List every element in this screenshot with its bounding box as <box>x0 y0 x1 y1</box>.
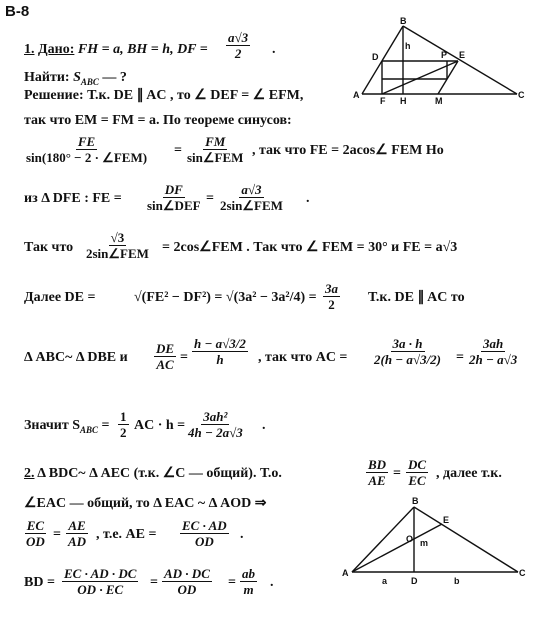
fig1-label-p: P <box>441 50 448 60</box>
sin-f1-den: sin(180° − 2 · ∠FEM) <box>26 150 148 165</box>
next-prefix: Далее DE = <box>24 290 96 305</box>
from-prefix: из Δ DFE : FE = <box>24 191 122 206</box>
p2-line1-end: , далее т.к. <box>436 466 502 481</box>
next-rest: Т.к. DE ∥ AC то <box>368 290 465 305</box>
means-end: . <box>262 418 266 433</box>
p2-l3-fraction-2 <box>66 518 88 549</box>
sim-f1-num: DE <box>156 341 175 356</box>
p2-l3-f1-num: EC <box>26 518 45 533</box>
figure-1-triangle <box>352 16 532 106</box>
sim-fraction-2 <box>192 336 248 367</box>
p2-l4-f1-num: EC · AD · DC <box>64 566 137 581</box>
p2-f1-num: BD <box>368 457 387 472</box>
p2-l4-eq2: = <box>228 575 236 590</box>
p2-l3-f2-num: AE <box>68 518 86 533</box>
section-header: B-8 <box>5 3 30 20</box>
p2-l4-f2-den: OD <box>177 582 197 597</box>
p2-f2-num: DC <box>408 457 427 472</box>
p2-l3-f3-num: EC · AD <box>182 518 227 533</box>
means-mid: AC · h = <box>134 418 186 433</box>
solution-line: Решение: Т.к. DE ∥ AC , то ∠ DEF = ∠ EFM, <box>24 88 304 103</box>
sim-f4-num: 3ah <box>483 336 504 351</box>
means-eq: = <box>101 418 110 433</box>
sim-fraction-1 <box>154 341 176 372</box>
so-line: так что EM = FM = a. По теореме синусов: <box>24 113 292 128</box>
fig1-label-f: F <box>380 96 386 106</box>
sim-eq2: = <box>456 350 464 365</box>
means-sub: ABC <box>80 424 99 435</box>
p2-f2-den: EC <box>408 473 426 488</box>
p2-l3-f3-den: OD <box>194 534 214 549</box>
p2-f1-eq: = <box>393 466 401 481</box>
problem-1-number: 1. <box>24 42 35 57</box>
sin-f2-den: sin∠FEM <box>187 150 244 165</box>
fig1-label-h: h <box>405 41 411 51</box>
sim-f3-den: 2(h − a√3/2) <box>374 352 442 367</box>
sothat-rest: = 2cos∠FEM . Так что ∠ FEM = 30° и FE = a√3 <box>162 240 458 255</box>
from-f2-num: a√3 <box>241 182 262 197</box>
fig2-label-o: O <box>406 534 414 544</box>
from-f1-den: sin∠DEF <box>147 198 201 213</box>
problem-1-given <box>24 42 208 58</box>
from-eq: = <box>206 191 214 206</box>
fig2-side-ab <box>352 507 414 572</box>
problem-2-number: 2. <box>24 466 35 481</box>
sim-f2-den: h <box>216 352 224 367</box>
means-line <box>24 418 110 438</box>
p2-fraction-2 <box>406 457 428 488</box>
means-prefix: Значит S <box>24 418 81 433</box>
p2-l3-f2-den: AD <box>68 534 87 549</box>
fig2-label-a: A <box>342 568 349 578</box>
from-f1-num: DF <box>164 182 183 197</box>
fig2-label-e: E <box>443 515 450 525</box>
p2-l4-fraction-2 <box>162 566 212 597</box>
sim-f4-den: 2h − a√3 <box>469 352 518 367</box>
next-f-num: 3a <box>325 281 338 296</box>
fig2-label-m: m <box>420 538 429 548</box>
means-fraction-1 <box>118 409 129 440</box>
means-fraction-2 <box>186 409 245 440</box>
p2-f1-den: AE <box>368 473 386 488</box>
fig1-label-c: C <box>518 90 525 100</box>
fig1-label-a: A <box>353 90 360 100</box>
p2-l3-f1-den: OD <box>26 534 45 549</box>
p2-l3-end: . <box>240 527 244 542</box>
p2-l4-fraction-1 <box>62 566 138 597</box>
next-f-den: 2 <box>328 297 335 312</box>
p2-l3-eq: = <box>53 527 61 542</box>
p2-line2: ∠EAC — общий, то Δ EAC ~ Δ AOD ⇒ <box>24 496 267 511</box>
p2-l3-fraction-3 <box>180 518 229 549</box>
p2-l4-fraction-3 <box>240 566 257 597</box>
from-end: . <box>306 191 310 206</box>
fig2-label-a-small: a <box>382 576 388 586</box>
fig1-side-bc <box>403 26 517 94</box>
fig1-label-e: E <box>459 50 466 60</box>
p2-l4-prefix: BD = <box>24 575 55 590</box>
fig2-label-c: C <box>519 568 526 578</box>
figure-2-triangle <box>340 494 530 590</box>
means-f1-num: 1 <box>120 409 127 424</box>
sin-f1-num: FE <box>77 134 96 149</box>
p2-fraction-1 <box>366 457 388 488</box>
sim-f3-num: 3a · h <box>392 336 423 351</box>
p2-line1 <box>24 466 282 482</box>
sin-fraction-1 <box>24 134 149 165</box>
sim-prefix: Δ ABC~ Δ DBE и <box>24 350 128 365</box>
given-fraction-num: a√3 <box>228 30 249 45</box>
from-f2-den: 2sin∠FEM <box>220 198 283 213</box>
p2-l3-mid: , т.е. AE = <box>96 527 157 542</box>
find-rest: — ? <box>102 70 127 85</box>
fig2-label-b: B <box>412 496 419 506</box>
find-label: Найти: <box>24 70 70 85</box>
fig1-label-b: B <box>400 16 407 26</box>
fig1-label-m: M <box>435 96 443 106</box>
p2-l4-f2-num: AD · DC <box>164 566 210 581</box>
sim-fraction-4 <box>467 336 519 367</box>
fig1-label-hh: H <box>400 96 407 106</box>
given-label: Дано: <box>38 42 75 57</box>
given-text: FH = a, BH = h, DF = <box>77 42 208 57</box>
fig1-label-d: D <box>372 52 379 62</box>
find-sub: ABC <box>80 76 99 87</box>
sim-mid: , так что AC = <box>258 350 348 365</box>
find-text: S <box>73 70 81 85</box>
p2-l4-f3-den: m <box>243 582 254 597</box>
from-fraction-2 <box>218 182 285 213</box>
sothat-f-den: 2sin∠FEM <box>86 246 149 261</box>
given-fraction-den: 2 <box>234 46 242 61</box>
fig2-side-bc <box>414 507 518 572</box>
sothat-f-num: √3 <box>110 230 125 245</box>
next-fraction <box>323 281 340 312</box>
sim-eq: = <box>180 350 188 365</box>
sim-f1-den: AC <box>156 357 174 372</box>
sothat-fraction <box>84 230 151 261</box>
sin-rest: , так что FE = 2acos∠ FEM Но <box>252 143 444 158</box>
fig2-height-ae <box>352 524 442 572</box>
fig2-label-d: D <box>411 576 418 586</box>
sin-fraction-2 <box>185 134 245 165</box>
means-f2-num: 3ah² <box>203 409 228 424</box>
from-fraction-1 <box>145 182 203 213</box>
means-f1-den: 2 <box>120 425 127 440</box>
sim-f2-num: h − a√3/2 <box>194 336 246 351</box>
p2-l4-eq: = <box>150 575 158 590</box>
p2-l4-f1-den: OD · EC <box>77 582 124 597</box>
means-f2-den: 4h − 2a√3 <box>188 425 243 440</box>
sin-f2-num: FM <box>205 134 226 149</box>
find-line <box>24 70 127 90</box>
given-fraction <box>226 30 250 61</box>
p2-l4-end: . <box>270 575 274 590</box>
p2-l4-f3-num: ab <box>242 566 255 581</box>
fig2-label-b-small: b <box>454 576 460 586</box>
sin-eq: = <box>174 143 182 158</box>
sothat-prefix: Так что <box>24 240 74 255</box>
p2-line1-text: Δ BDC~ Δ AEC (т.к. ∠C — общий). Т.о. <box>37 466 282 481</box>
next-sqrt: √(FE² − DF²) = √(3a² − 3a²/4) = <box>134 290 317 305</box>
p2-l3-fraction-1 <box>24 518 47 549</box>
given-end: . <box>272 42 276 57</box>
sim-fraction-3 <box>372 336 443 367</box>
